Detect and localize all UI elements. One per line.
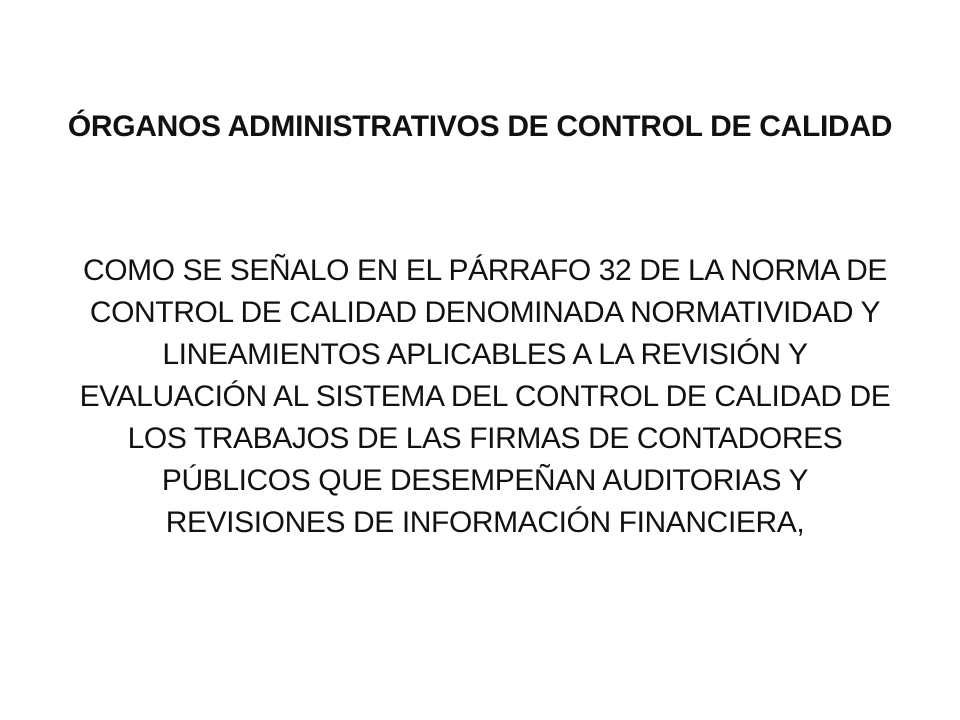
slide-title: ÓRGANOS ADMINISTRATIVOS DE CONTROL DE CALIDAD [67, 110, 893, 143]
slide-body-text: COMO SE SEÑALO EN EL PÁRRAFO 32 DE LA NORMA DE CONTROL DE CALIDAD DENOMINADA NORMATIVIDAD Y LINEAMIENTOS APLICABLES A LA REVISIÓN Y EVALUACIÓN AL SISTEMA DEL CONTROL DE CALIDAD DE LOS TRABAJOS DE LAS FIRMAS DE CONTADORES PÚBLICOS QUE DESEMPEÑAN AUDITORIAS Y REVISIONES DE INFORMACIÓN FINANCIERA, [79, 254, 891, 539]
